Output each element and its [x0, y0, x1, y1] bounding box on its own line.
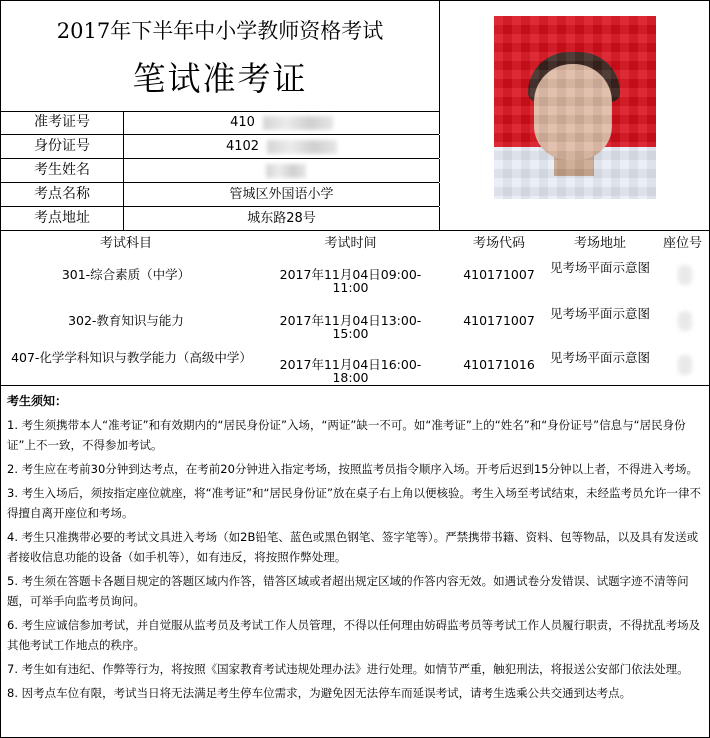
column-header-time: 考试时间 — [324, 236, 377, 251]
row-room-code: 410171007 — [463, 267, 535, 282]
row-room-code: 410171007 — [463, 313, 535, 328]
info-value: 4102 — [124, 135, 440, 158]
redaction-blur — [263, 116, 333, 130]
info-label: 考点地址 — [1, 207, 124, 230]
seat-redacted — [678, 265, 692, 285]
info-label: 考点名称 — [1, 183, 124, 206]
row-time: 2017年11月04日16:00-18:00 — [279, 357, 422, 385]
seat-redacted — [678, 355, 692, 375]
column-header-subject: 考试科目 — [99, 236, 152, 251]
row-room-address: 见考场平面示意图 — [550, 260, 651, 275]
info-value — [124, 159, 440, 182]
row-room-code: 410171016 — [463, 357, 535, 372]
info-row-name — [1, 159, 439, 183]
info-row-id-number — [1, 135, 439, 159]
row-time: 2017年11月04日13:00-15:00 — [279, 313, 422, 341]
candidate-photo — [494, 16, 656, 199]
info-label: 身份证号 — [1, 135, 124, 158]
note-item: 2. 考生应在考前30分钟到达考点，在考前20分钟进入指定考场，按照监考员指令顺序入场。开考后迟到15分钟以上者，不得进入考场。 — [7, 462, 699, 476]
column-header-seat: 座位号 — [662, 236, 702, 251]
exam-title: 2017年下半年中小学教师资格考试 — [56, 19, 384, 43]
row-subject: 302-教育知识与能力 — [68, 313, 184, 328]
notes-heading: 考生须知： — [7, 394, 68, 408]
column-header-room-code: 考场代码 — [472, 236, 525, 251]
info-row-ticket-number — [1, 111, 439, 135]
candidate-info-table — [1, 111, 439, 230]
note-item: 4. 考生只准携带必要的考试文具进入考场（如2B铅笔、蓝色或黑色钢笔、签字笔等）。严禁携带书籍、资料、包等物品，以及具有发送或者接收信息功能的设备（如手机等），如有违反，将按照作弊处理。 — [7, 530, 699, 564]
ticket-title: 笔试准考证 — [132, 59, 308, 98]
redaction-blur — [266, 164, 306, 178]
note-item: 7. 考生如有违纪、作弊等行为，将按照《国家教育考试违规处理办法》进行处理。如情节严重，触犯刑法，将报送公安部门依法处理。 — [7, 662, 689, 676]
row-time: 2017年11月04日09:00-11:00 — [279, 267, 422, 295]
info-label: 考生姓名 — [1, 159, 124, 182]
column-header-room-address: 考场地址 — [573, 236, 626, 251]
note-item: 8. 因考点车位有限，考试当日将无法满足考生停车位需求，为避免因无法停车而延误考试，请考生选乘公共交通到达考点。 — [7, 686, 632, 700]
note-item: 5. 考生须在答题卡各题目规定的答题区域内作答，错答区域或者超出规定区域的作答内容无效。如遇试卷分发错误、试题字迹不清等问题，可举手向监考员询问。 — [7, 574, 689, 608]
note-item: 1. 考生须携带本人“准考证”和有效期内的“居民身份证”入场，“两证”缺一不可。如“准考证”上的“姓名”和“身份证号”信息与“居民身份证”上不一致，不得参加考试。 — [7, 418, 686, 452]
note-item: 6. 考生应诚信参加考试，并自觉服从监考员及考试工作人员管理，不得以任何理由妨碍监考员等考试工作人员履行职责，不得扰乱考场及其他考试工作地点的秩序。 — [7, 618, 701, 652]
info-label: 准考证号 — [1, 111, 124, 134]
row-room-address: 见考场平面示意图 — [550, 306, 651, 321]
row-room-address: 见考场平面示意图 — [550, 350, 651, 365]
info-value: 城东路28号 — [124, 207, 440, 230]
row-subject: 407-化学学科知识与教学能力（高级中学） — [11, 350, 252, 365]
seat-redacted — [678, 311, 692, 331]
redaction-blur — [267, 140, 337, 154]
info-value: 410 — [124, 111, 440, 134]
exam-schedule-table — [1, 230, 709, 386]
note-item: 3. 考生入场后，须按指定座位就座，将“准考证”和“居民身份证”放在桌子右上角以便核验。考生入场至考试结束，未经监考员允许一律不得擅自离开座位和考场。 — [7, 486, 701, 520]
candidate-notes — [7, 391, 705, 707]
info-value: 管城区外国语小学 — [124, 183, 440, 206]
info-row-venue-address — [1, 207, 439, 230]
ticket-header — [1, 1, 440, 112]
row-subject: 301-综合素质（中学） — [61, 267, 191, 282]
info-row-venue-name — [1, 183, 439, 207]
